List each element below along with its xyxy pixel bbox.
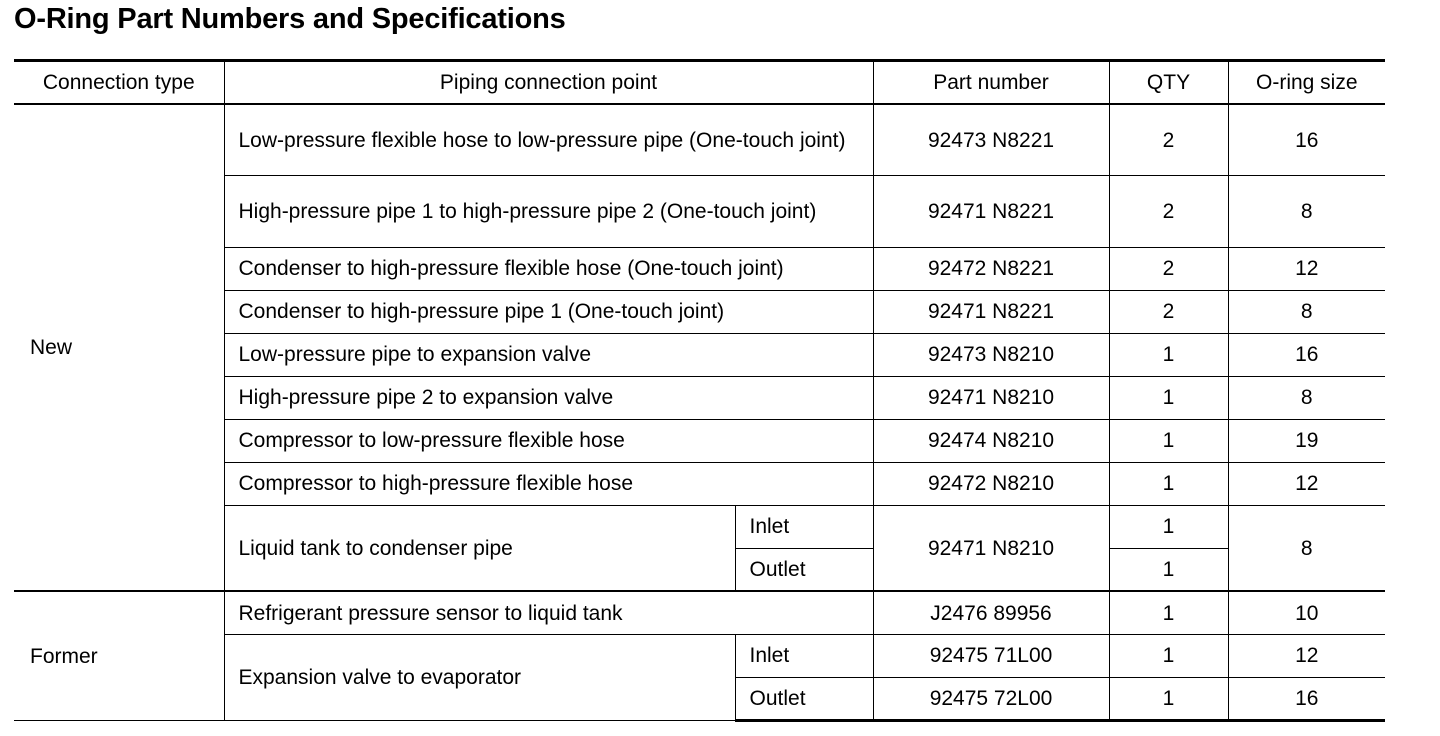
o-ring-spec-table — [14, 59, 1385, 722]
piping-point-cell: Low-pressure pipe to expansion valve — [224, 333, 873, 376]
o-ring-size-cell: 8 — [1228, 376, 1385, 419]
piping-point-cell: Liquid tank to condenser pipe — [224, 505, 735, 591]
o-ring-size-cell: 16 — [1228, 677, 1385, 720]
table-row — [14, 591, 1385, 634]
qty-cell: 1 — [1109, 591, 1228, 634]
header-qty: QTY — [1109, 61, 1228, 105]
qty-cell: 1 — [1109, 333, 1228, 376]
qty-cell: 2 — [1109, 290, 1228, 333]
o-ring-size-cell: 12 — [1228, 462, 1385, 505]
o-ring-size-cell: 10 — [1228, 591, 1385, 634]
part-number-cell: 92473 N8221 — [873, 104, 1109, 176]
part-number-cell: 92475 71L00 — [873, 634, 1109, 677]
outlet-label: Outlet — [735, 548, 873, 591]
qty-cell: 2 — [1109, 176, 1228, 248]
qty-cell: 1 — [1109, 677, 1228, 720]
connection-type-former: Former — [14, 591, 224, 720]
part-number-cell: 92473 N8210 — [873, 333, 1109, 376]
o-ring-size-cell: 19 — [1228, 419, 1385, 462]
table-header-row — [14, 61, 1385, 105]
inlet-label: Inlet — [735, 634, 873, 677]
part-number-cell: 92471 N8210 — [873, 376, 1109, 419]
piping-point-cell: High-pressure pipe 2 to expansion valve — [224, 376, 873, 419]
o-ring-size-cell: 16 — [1228, 104, 1385, 176]
piping-point-cell: Compressor to low-pressure flexible hose — [224, 419, 873, 462]
o-ring-size-cell: 12 — [1228, 634, 1385, 677]
part-number-cell: J2476 89956 — [873, 591, 1109, 634]
o-ring-size-cell: 8 — [1228, 290, 1385, 333]
table-row — [14, 104, 1385, 176]
part-number-cell: 92471 N8221 — [873, 176, 1109, 248]
connection-type-new: New — [14, 104, 224, 591]
outlet-label: Outlet — [735, 677, 873, 720]
o-ring-size-cell: 8 — [1228, 505, 1385, 591]
piping-point-cell: Condenser to high-pressure flexible hose (One-touch joint) — [224, 247, 873, 290]
qty-cell: 2 — [1109, 104, 1228, 176]
part-number-cell: 92474 N8210 — [873, 419, 1109, 462]
part-number-cell: 92475 72L00 — [873, 677, 1109, 720]
inlet-label: Inlet — [735, 505, 873, 548]
o-ring-size-cell: 8 — [1228, 176, 1385, 248]
header-connection-type: Connection type — [14, 61, 224, 105]
qty-cell: 1 — [1109, 462, 1228, 505]
qty-cell: 1 — [1109, 548, 1228, 591]
piping-point-cell: Condenser to high-pressure pipe 1 (One-touch joint) — [224, 290, 873, 333]
o-ring-size-cell: 12 — [1228, 247, 1385, 290]
qty-cell: 1 — [1109, 505, 1228, 548]
header-o-ring-size: O-ring size — [1228, 61, 1385, 105]
header-piping-connection-point: Piping connection point — [224, 61, 873, 105]
part-number-cell: 92471 N8210 — [873, 505, 1109, 591]
header-part-number: Part number — [873, 61, 1109, 105]
part-number-cell: 92472 N8221 — [873, 247, 1109, 290]
part-number-cell: 92472 N8210 — [873, 462, 1109, 505]
qty-cell: 1 — [1109, 634, 1228, 677]
piping-point-cell: Compressor to high-pressure flexible hose — [224, 462, 873, 505]
piping-point-cell: Low-pressure flexible hose to low-pressure pipe (One-touch joint) — [224, 104, 873, 176]
part-number-cell: 92471 N8221 — [873, 290, 1109, 333]
piping-point-cell: Refrigerant pressure sensor to liquid tank — [224, 591, 873, 634]
qty-cell: 2 — [1109, 247, 1228, 290]
o-ring-size-cell: 16 — [1228, 333, 1385, 376]
page-title: O-Ring Part Numbers and Specifications — [14, 3, 566, 35]
piping-point-cell: High-pressure pipe 1 to high-pressure pipe 2 (One-touch joint) — [224, 176, 873, 248]
piping-point-cell: Expansion valve to evaporator — [224, 634, 735, 720]
qty-cell: 1 — [1109, 376, 1228, 419]
qty-cell: 1 — [1109, 419, 1228, 462]
